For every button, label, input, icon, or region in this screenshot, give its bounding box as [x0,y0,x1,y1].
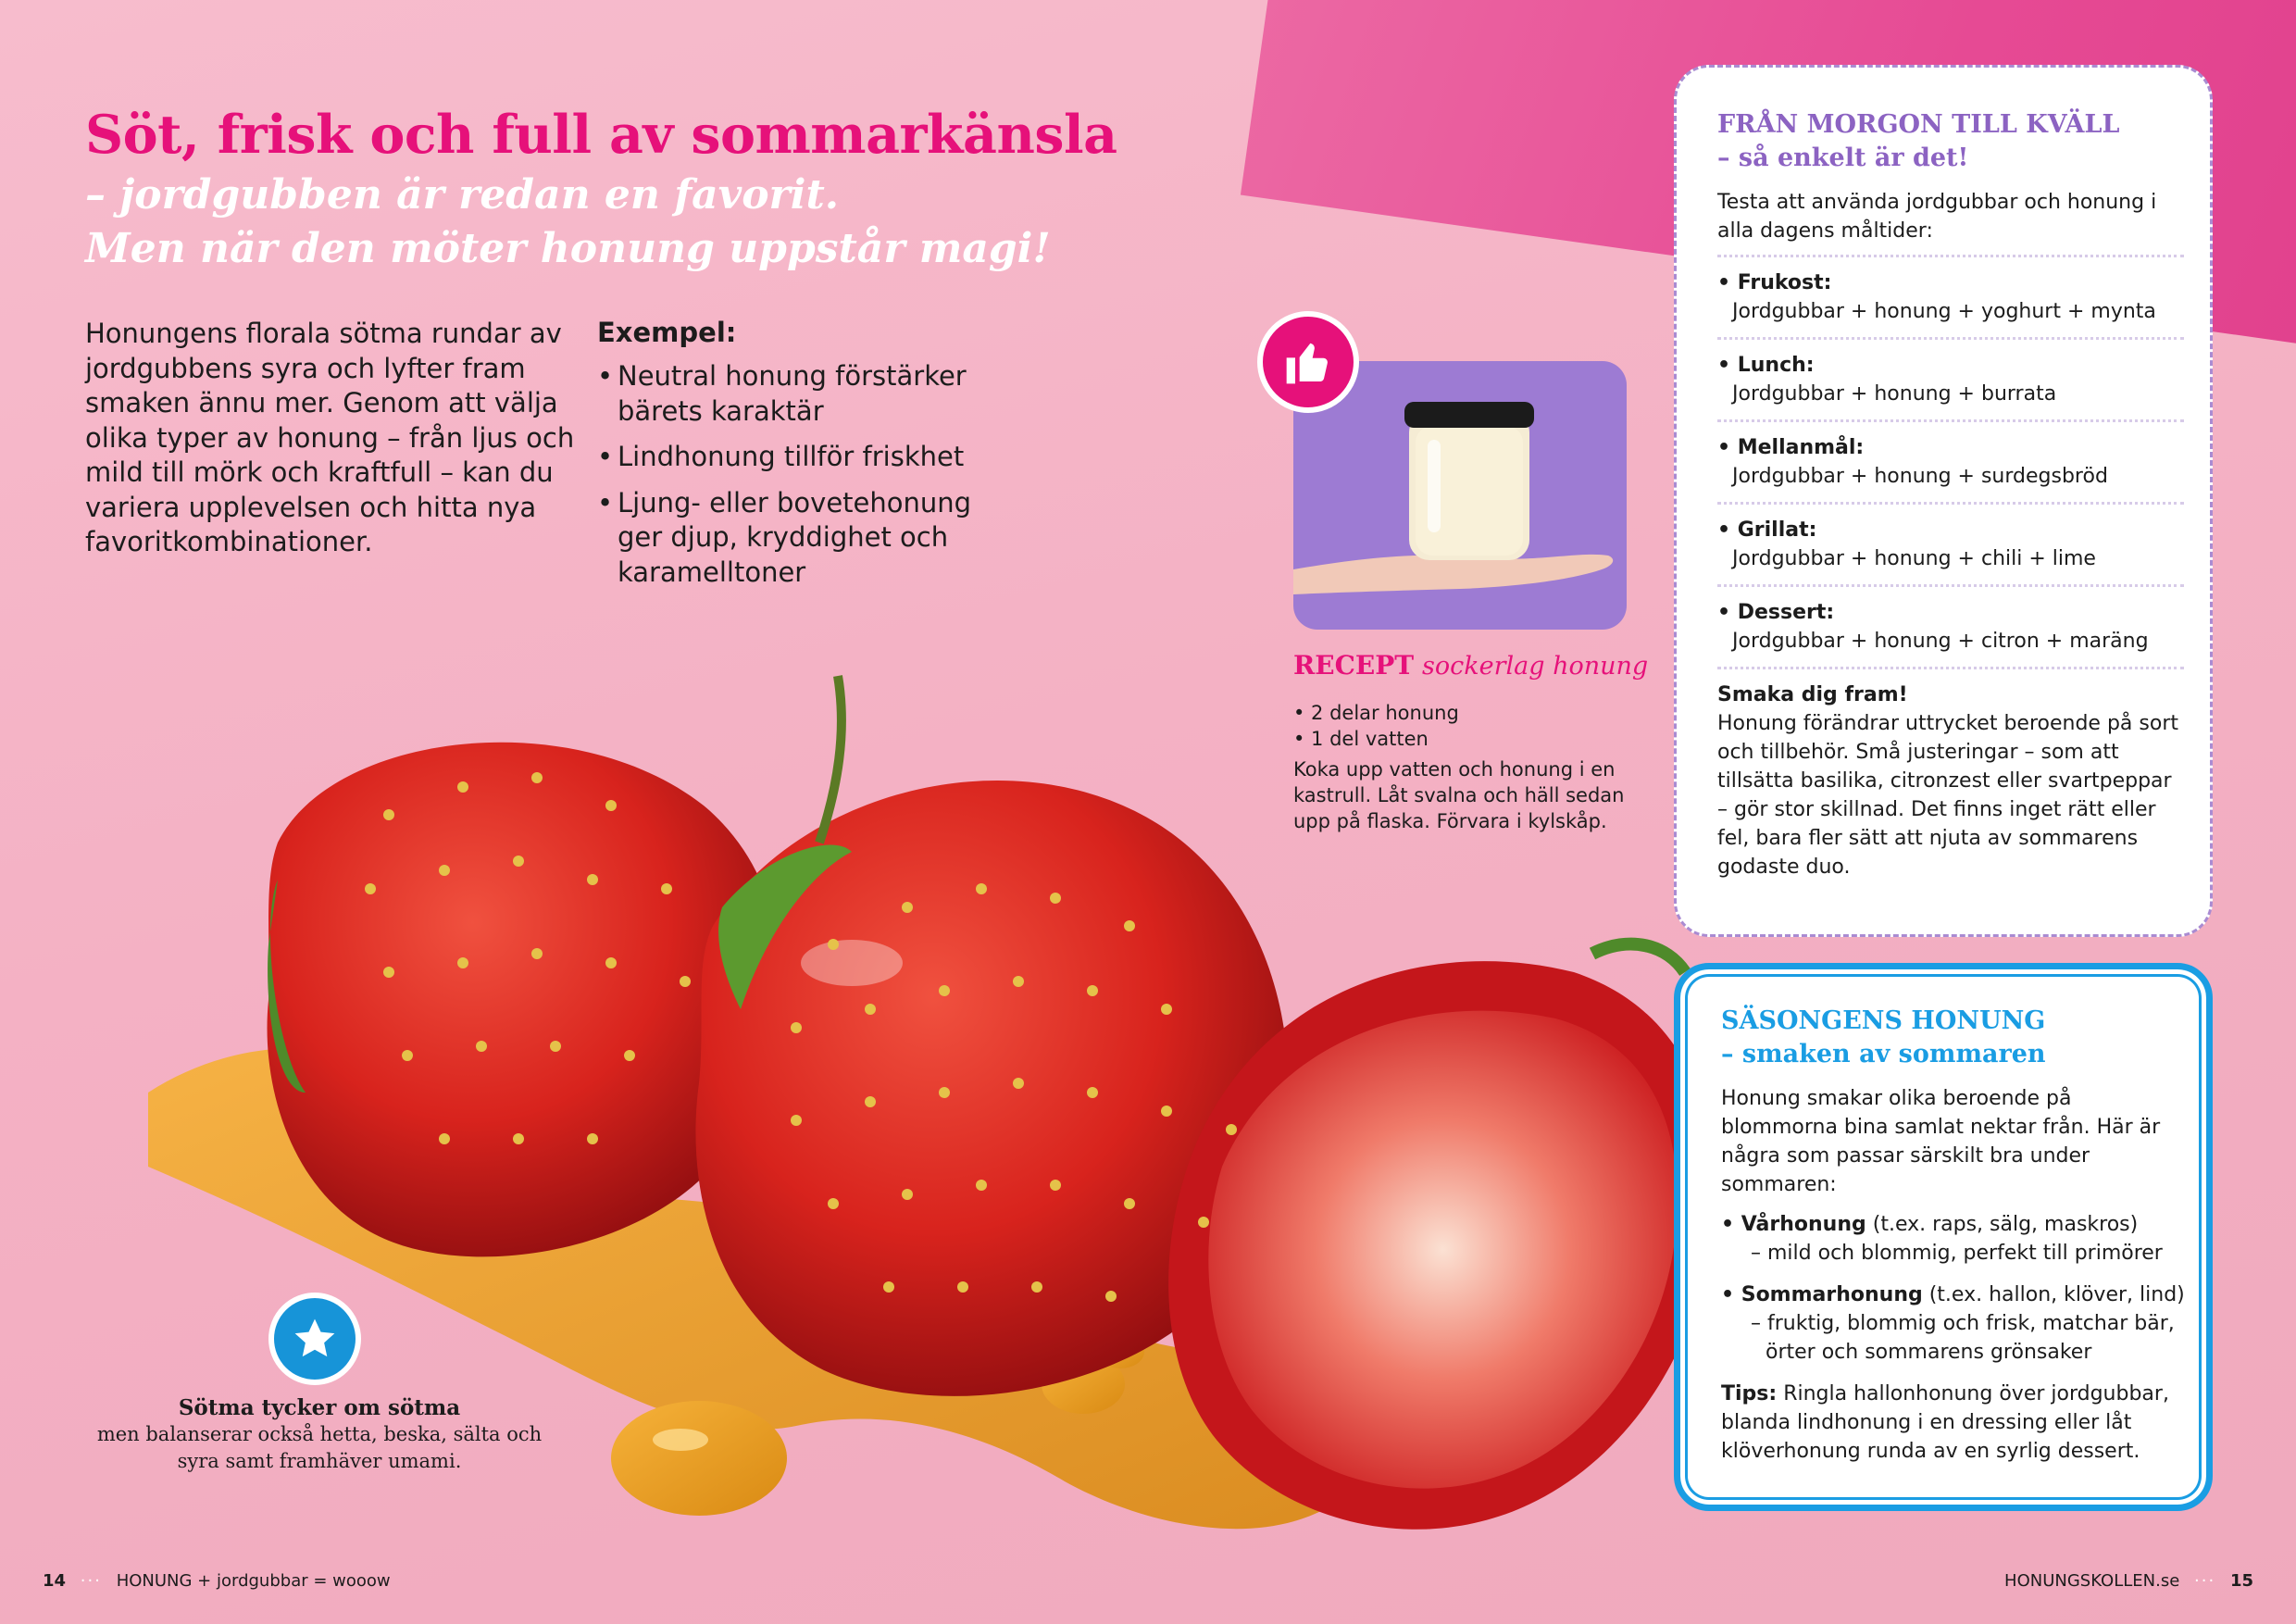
headline-title: Söt, frisk och full av sommarkänsla [85,104,1117,166]
examples-item: • Lindhonung tillför friskhet [597,440,1023,475]
page-number-left: 14 [43,1571,67,1591]
honey-type-detail: (t.ex. raps, sälg, maskros) [1866,1213,2139,1236]
honey-type-name: • Vårhonung [1721,1213,1866,1236]
honey-jar-illustration [1293,361,1627,630]
recipe-ingredient: • 1 del vatten [1293,728,1429,750]
sweetness-note-title: Sötma tycker om sötma [178,1395,461,1420]
smaka-section [1717,681,2184,881]
honey-drop [611,1401,787,1516]
footer-right [2004,1571,2253,1591]
smaka-title: Smaka dig fram! [1717,683,1908,706]
box-season-subtitle: – smaken av sommaren [1721,1040,2046,1068]
headline-subtitle-line1: – jordgubben är redan en favorit. [85,171,840,219]
meal-name: • Grillat: [1717,518,1817,542]
honey-type-item [1721,1210,2188,1268]
meal-value: Jordgubbar + honung + yoghurt + mynta [1732,300,2156,323]
tips-label: Tips: [1721,1382,1778,1405]
meal-value: Jordgubbar + honung + burrata [1732,382,2057,406]
honey-jar-photo [1293,361,1627,630]
box-morning-to-evening [1674,65,2213,937]
examples-item: • Ljung- eller bovetehonung ger djup, kryddighet och karamelltoner [597,486,1023,591]
recipe-ingredient: • 2 delar honung [1293,702,1459,724]
meal-name: • Dessert: [1717,601,1835,624]
examples-item: • Neutral honung förstärker bärets karaktär [597,359,1023,429]
recipe-title-bold: RECEPT [1293,650,1415,681]
star-icon [290,1314,340,1364]
sweetness-note-text: men balanserar också hetta, beska, sälta och syra samt framhäver umami. [96,1423,543,1472]
recipe-title [1293,650,1648,681]
recipe-title-italic: sockerlag honung [1422,652,1649,681]
meal-item [1717,337,2184,419]
box-season-intro: Honung smakar olika beroende på blommorna bina samlat nektar från. Här är några som passar särskilt bra under sommaren: [1721,1087,2161,1196]
honey-type-detail: (t.ex. hallon, klöver, lind) [1922,1283,2185,1306]
footer-dots-left: ··· [80,1571,102,1591]
meal-value: Jordgubbar + honung + surdegsbröd [1732,465,2108,488]
meal-name: • Lunch: [1717,354,1815,377]
meal-item [1717,255,2184,337]
footer-left-text: HONUNG + jordgubbar = wooow [116,1571,391,1591]
tips-text: Ringla hallonhonung över jordgubbar, blanda lindhonung i en dressing eller låt klöverhonung runda av en syrlig dessert. [1721,1382,2169,1463]
meal-item [1717,419,2184,502]
page-number-right: 15 [2229,1571,2253,1591]
tips-paragraph [1721,1380,2188,1466]
meal-list [1717,255,2184,669]
headline-subtitle [85,169,1051,276]
footer-left [43,1571,391,1591]
honey-type-desc: – mild och blommig, perfekt till primörer [1751,1242,2163,1265]
smaka-text: Honung förändrar uttrycket beroende på sort och tillbehör. Små justeringar – som att tillsätta basilika, citronzest eller svartpeppar – gör stor skillnad. Det finns inget rätt eller fel, bara fler sätt att njuta av sommarens godaste duo. [1717,712,2178,879]
meal-value: Jordgubbar + honung + citron + maräng [1732,630,2149,653]
box-morning-title: FRÅN MORGON TILL KVÄLL [1717,110,2120,139]
examples-heading: Exempel: [597,317,737,348]
meal-value: Jordgubbar + honung + chili + lime [1732,547,2096,570]
box-morning-intro: Testa att använda jordgubbar och honung i alla dagens måltider: [1717,191,2157,243]
intro-paragraph: Honungens florala sötma rundar av jordgubbens syra och lyfter fram smaken ännu mer. Genom att välja olika typer av honung – från ljus och mild till mörk och kraftfull – kan du variera upplevelsen och hitta nya favoritkombinationer. [85,318,575,557]
box-season-title: SÄSONGENS HONUNG [1721,1006,2046,1035]
recipe-instructions: Koka upp vatten och honung i en kastrull. Låt svalna och häll sedan upp på flaska. Förvara i kylskåp. [1293,758,1625,832]
thumbs-up-icon [1282,336,1334,388]
box-seasonal-honey [1674,963,2213,1511]
honey-type-name: • Sommarhonung [1721,1283,1923,1306]
meal-item [1717,584,2184,669]
box-morning-subtitle: – så enkelt är det! [1717,144,1969,172]
footer-dots-right: ··· [2194,1571,2216,1591]
meal-name: • Mellanmål: [1717,436,1865,459]
honey-type-item [1721,1280,2188,1367]
thumbs-up-badge [1257,311,1359,413]
honey-type-list [1721,1210,2188,1367]
footer-right-text: HONUNGSKOLLEN.se [2004,1571,2180,1591]
honey-type-desc: – fruktig, blommig och frisk, matchar bär, örter och sommarens grönsaker [1751,1312,2175,1364]
examples-list [597,359,1023,601]
recipe-ingredients [1293,700,1459,752]
star-badge [268,1293,361,1385]
headline-subtitle-line2: Men när den möter honung uppstår magi! [85,225,1051,272]
meal-name: • Frukost: [1717,271,1832,294]
meal-item [1717,502,2184,584]
sweetness-note [93,1394,546,1475]
